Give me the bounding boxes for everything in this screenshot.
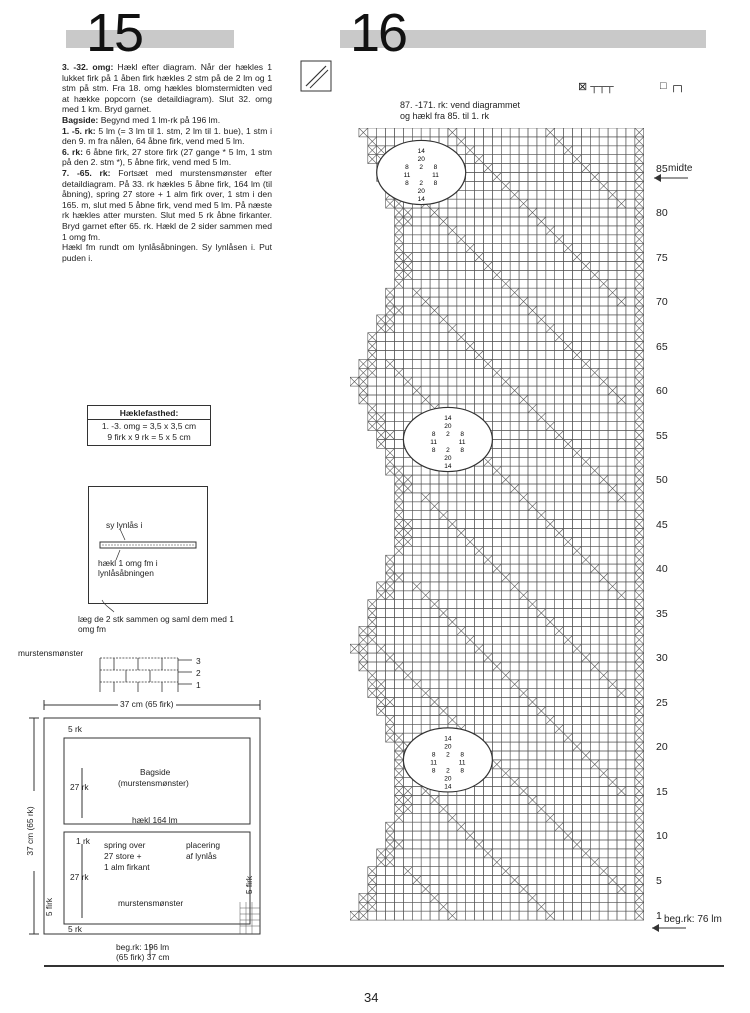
chart-note-1: 87. -171. rk: vend diagrammet bbox=[400, 100, 521, 110]
schema-upper-rows: 27 rk bbox=[70, 782, 89, 792]
row-number: 85 bbox=[656, 162, 668, 175]
flower-number: 8 bbox=[431, 751, 436, 759]
instruction-3-head: 1. -5. rk: bbox=[62, 125, 96, 136]
flower-number: 2 bbox=[446, 430, 450, 438]
instruction-4 bbox=[62, 147, 272, 168]
flower-number: 20 bbox=[417, 155, 425, 163]
flower-number: 2 bbox=[446, 767, 450, 775]
instruction-5-text: Fortsæt med murstensmønster efter detaildiagram. På 33. rk hækles 5 åbne firk, 164 lm (til åbning), spring 27 store + 1 alm firk over, 1 stm i den 165. m, slut med 5 åbne firk, vend med 5 lm. På næste rk hækles atter mursten. Slut med 5 rk åbne firkanter. Bryd garnet efter 65. rk. Hækl de 2 sider sammen med 1 omg fm. bbox=[62, 167, 272, 242]
schema-bottom-label: murstensmønster bbox=[118, 898, 184, 908]
schema-chain: hækl 164 lm bbox=[132, 815, 178, 825]
instruction-5 bbox=[62, 168, 272, 242]
flower-number: 11 bbox=[432, 171, 439, 179]
footer-rule bbox=[44, 965, 724, 967]
flower-number: 20 bbox=[444, 743, 452, 751]
join-note: læg de 2 stk sammen og saml dem med 1 omg fm bbox=[78, 614, 234, 634]
row-number: 15 bbox=[656, 785, 668, 798]
gauge-line-2: 9 firk x 9 rk = 5 x 5 cm bbox=[107, 432, 191, 442]
schema-start2: (65 firk) 37 cm bbox=[116, 952, 170, 962]
row-number: 40 bbox=[656, 563, 668, 575]
flower-number: 2 bbox=[419, 179, 424, 187]
instruction-4-text: 6 åbne firk, 27 store firk (27 gange * 5 lm, 1 stm på den 2. stm *), 5 åbne firk, vend med 5 lm. bbox=[62, 146, 273, 168]
schema-back-sub: (murstensmønster) bbox=[118, 778, 189, 788]
flower-number: 20 bbox=[417, 187, 425, 195]
row-number: 5 bbox=[656, 874, 662, 887]
pattern-number-16: 16 bbox=[350, 3, 407, 63]
instruction-5-head: 7. -65. rk: bbox=[62, 167, 111, 178]
flower-number: 8 bbox=[431, 767, 436, 775]
flower-number: 2 bbox=[446, 446, 450, 454]
pattern-number-15: 15 bbox=[86, 3, 143, 63]
flower-number: 8 bbox=[460, 751, 464, 759]
flower-number: 8 bbox=[460, 430, 464, 438]
page-number: 34 bbox=[364, 990, 379, 1005]
gauge-box bbox=[87, 405, 211, 446]
instruction-4-head: 6. rk: bbox=[62, 146, 83, 157]
flower-number: 14 bbox=[444, 462, 452, 470]
row-number: 25 bbox=[656, 696, 668, 709]
filet-crochet-chart bbox=[350, 128, 655, 930]
schema-bottom-rows: 5 rk bbox=[68, 924, 82, 934]
assembly-schema bbox=[20, 696, 280, 968]
schema-start: beg.rk: 196 lm bbox=[116, 942, 170, 952]
instructions-text bbox=[62, 62, 272, 263]
instruction-1 bbox=[62, 62, 272, 115]
row-number: 1 bbox=[656, 910, 662, 923]
brick-row-2: 2 bbox=[196, 668, 201, 678]
schema-skip2: 27 store + bbox=[104, 851, 142, 861]
schema-side-firk-right: 5 firk bbox=[244, 875, 255, 895]
schema-zip-place2: af lynlås bbox=[186, 851, 217, 861]
row-number: 65 bbox=[656, 340, 668, 353]
flower-number: 8 bbox=[431, 430, 436, 438]
schema-side-firk: 5 firk bbox=[44, 897, 55, 917]
zipper-lines bbox=[80, 480, 220, 620]
instruction-3 bbox=[62, 126, 272, 147]
schema-skip: spring over bbox=[104, 840, 146, 850]
flower-number: 8 bbox=[460, 446, 464, 454]
schema-height: 37 cm (65 rk) bbox=[25, 791, 35, 871]
brick-row-3: 3 bbox=[196, 656, 201, 666]
schema-top-rows: 5 rk bbox=[68, 724, 82, 734]
schema-lower-rows: 27 rk bbox=[70, 872, 89, 882]
flower-number: 20 bbox=[444, 454, 452, 462]
row-number: 70 bbox=[656, 296, 668, 308]
brick-label: murstensmønster bbox=[18, 648, 84, 658]
instruction-6-text: Hækl fm rundt om lynlåsåbningen. Sy lynlåsen i. Put puden i. bbox=[62, 242, 272, 263]
instruction-2 bbox=[62, 115, 272, 126]
chart-note-2: og hækl fra 85. til 1. rk bbox=[400, 111, 490, 121]
legend-open: □ ┌┐ bbox=[660, 80, 686, 92]
row-number: 55 bbox=[656, 429, 668, 442]
flower-number: 14 bbox=[417, 147, 425, 155]
flower-number: 8 bbox=[433, 163, 438, 171]
flower-number: 11 bbox=[458, 438, 466, 446]
flower-number: 11 bbox=[430, 759, 438, 767]
row-number: 45 bbox=[656, 518, 668, 531]
flower-number: 14 bbox=[444, 783, 452, 791]
instruction-2-head: Bagside: bbox=[62, 114, 99, 125]
row-number: 20 bbox=[656, 741, 668, 753]
schema-width: 37 cm (65 firk) bbox=[120, 699, 174, 709]
instruction-1-text: Hækl efter diagram. Når der hækles 1 lukket firk på 1 åben firk hækles 2 stm på de 2 lm og 1 stm på stm. Fra 18. omg hækles blomstermidten ved at hække popcorn (se detaildiagram). Slut 32. omg med 1 km. Bryd garnet. bbox=[62, 62, 272, 115]
legend-closed: ⊠ ┬┬┬ bbox=[578, 81, 614, 93]
flower-number: 11 bbox=[430, 438, 438, 446]
midte-label: midte bbox=[668, 163, 693, 174]
instruction-2-text: Begynd med 1 lm-rk på 196 lm. bbox=[100, 114, 221, 125]
flower-number: 2 bbox=[419, 163, 424, 171]
flower-number: 20 bbox=[444, 775, 452, 783]
gauge-title: Hæklefasthed: bbox=[88, 408, 210, 420]
row-number: 50 bbox=[656, 474, 668, 486]
flower-number: 11 bbox=[403, 171, 411, 179]
schema-back-label: Bagside bbox=[140, 767, 171, 777]
row-number: 30 bbox=[656, 652, 668, 664]
zip-label: sy lynlås i bbox=[106, 520, 143, 530]
flower-number: 8 bbox=[405, 179, 409, 187]
crochet-hook-icon bbox=[300, 60, 334, 94]
flower-number: 8 bbox=[433, 179, 438, 187]
flower-number: 14 bbox=[444, 735, 452, 743]
begrk-label: beg.rk: 76 lm bbox=[664, 914, 722, 925]
zip-note: hækl 1 omg fm i lynlåsåbningen bbox=[98, 558, 158, 578]
flower-number: 20 bbox=[444, 422, 452, 430]
flower-number: 8 bbox=[431, 446, 436, 454]
row-number: 60 bbox=[656, 385, 668, 397]
flower-number: 8 bbox=[405, 163, 409, 171]
row-number: 10 bbox=[656, 830, 668, 842]
instruction-6 bbox=[62, 242, 272, 263]
flower-number: 11 bbox=[458, 759, 466, 767]
begrk-arrow-icon bbox=[650, 922, 690, 934]
flower-number: 14 bbox=[444, 414, 452, 422]
brick-row-1: 1 bbox=[196, 680, 201, 690]
row-number: 80 bbox=[656, 207, 668, 219]
row-number: 35 bbox=[656, 607, 668, 620]
flower-number: 14 bbox=[417, 195, 425, 203]
schema-skip3: 1 alm firkant bbox=[104, 862, 150, 872]
flower-number: 8 bbox=[460, 767, 464, 775]
schema-one-row: 1 rk bbox=[76, 836, 90, 846]
flower-number: 2 bbox=[446, 751, 450, 759]
instruction-1-head: 3. -32. omg: bbox=[62, 62, 114, 72]
schema-zip-place: placering bbox=[186, 840, 220, 850]
gauge-line-1: 1. -3. omg = 3,5 x 3,5 cm bbox=[101, 421, 197, 431]
row-number: 75 bbox=[656, 251, 668, 264]
instruction-3-text: 5 lm (= 3 lm til 1. stm, 2 lm til 1. bue), 1 stm i den 9. m fra nålen, 64 åbne firk, vend med 5 lm. bbox=[62, 125, 273, 147]
